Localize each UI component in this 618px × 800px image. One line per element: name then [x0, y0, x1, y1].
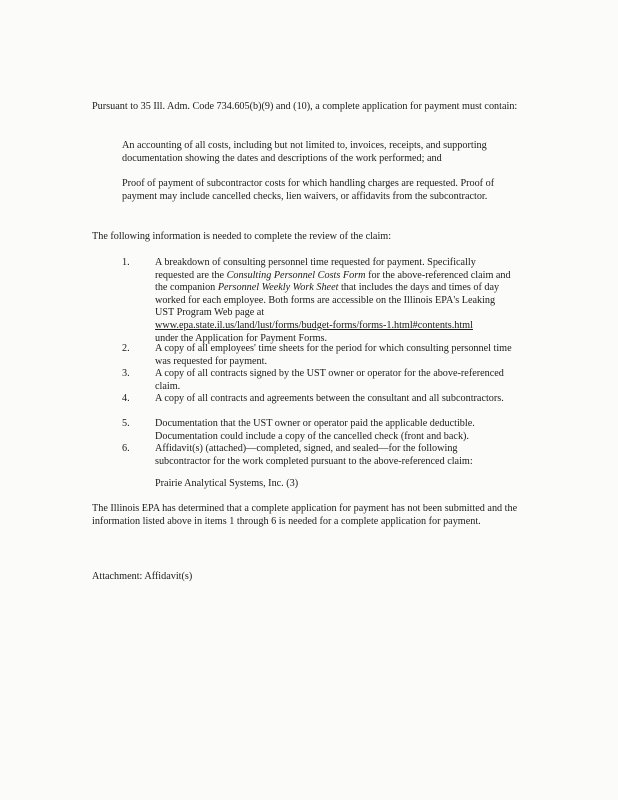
item-1-text-a: A breakdown of consulting personnel time requested for payment. Specifically requested are the	[155, 257, 476, 281]
item-2-number: 2.	[122, 343, 130, 354]
item-1-number: 1.	[122, 257, 130, 268]
item-4: A copy of all contracts and agreements between the consultant and all subcontractors.	[155, 393, 504, 404]
item-6: Affidavit(s) (attached)—completed, signed, and sealed—for the following subcontractor for the work completed pursuant to the above-referenced claim:	[155, 443, 473, 467]
intro-paragraph: Pursuant to 35 Ill. Adm. Code 734.605(b)(9) and (10), a complete application for payment must contain:	[92, 101, 518, 112]
subcontractor-name: Prairie Analytical Systems, Inc. (3)	[155, 478, 299, 489]
determination-paragraph: The Illinois EPA has determined that a complete application for payment has not been submitted and the information listed above in items 1 through 6 is needed for a complete application for payment.	[92, 503, 518, 527]
item-6-number: 6.	[122, 443, 130, 454]
item-5: Documentation that the UST owner or operator paid the applicable deductible. Documentation could include a copy of the cancelled check (front and back).	[155, 418, 475, 442]
item-1-text-b: for the above-referenced claim and the companion	[155, 269, 511, 294]
requirement-costs: An accounting of all costs, including but not limited to, invoices, receipts, and supporting documentation showing the dates and descriptions of the work performed; and	[122, 140, 487, 164]
item-5-number: 5.	[122, 418, 130, 429]
item-3: A copy of all contracts signed by the UST owner or operator for the above-referenced claim.	[155, 368, 504, 392]
item-4-number: 4.	[122, 393, 130, 404]
item-3-number: 3.	[122, 368, 130, 379]
attachment-line: Attachment: Affidavit(s)	[92, 571, 193, 582]
requirement-proof-of-payment: Proof of payment of subcontractor costs for which handling charges are requested. Proof of payment may include cancelled checks, lien waivers, or affidavits from the subcontractor.	[122, 178, 495, 202]
item-1-tail: under the Application for Payment Forms.	[155, 332, 328, 344]
item-2: A copy of all employees' time sheets for the period for which consulting personnel time was requested for payment.	[155, 343, 512, 367]
needed-intro: The following information is needed to complete the review of the claim:	[92, 231, 392, 242]
item-1	[155, 257, 515, 345]
item-1-text-c: that includes the days and times of day worked for each employee. Both forms are accessible on the Illinois EPA's Leaking UST Program Web page at	[155, 282, 500, 319]
item-1-form-name: Consulting Personnel Costs Form	[226, 269, 366, 281]
forms-web-link[interactable]: www.epa.state.il.us/land/lust/forms/budget-forms/forms-1.html#contents.html	[155, 319, 473, 331]
item-1-worksheet-name: Personnel Weekly Work Sheet	[217, 282, 339, 294]
